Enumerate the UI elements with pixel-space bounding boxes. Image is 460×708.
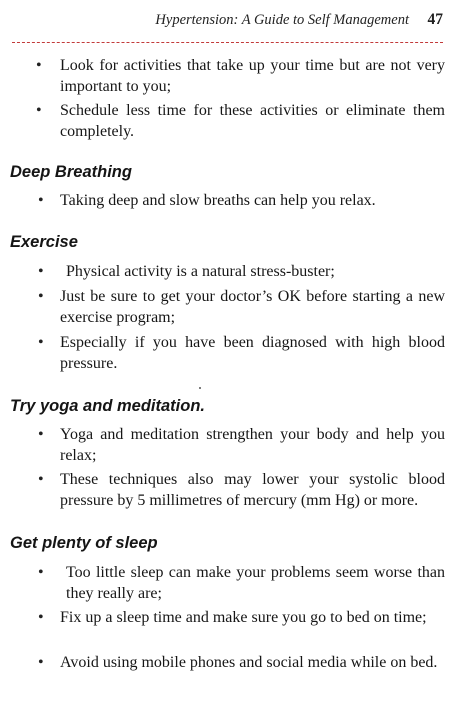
- list-item-text: Especially if you have been diagnosed with high blood pressure.: [60, 334, 445, 372]
- list-item-text: Schedule less time for these activities or eliminate them completely.: [60, 102, 445, 140]
- running-header: [0, 10, 445, 34]
- bullet-marker: •: [38, 471, 44, 488]
- section-heading-sleep: Get plenty of sleep: [10, 534, 158, 552]
- list-item-text: Look for activities that take up your time but are not very important to you;: [60, 57, 445, 95]
- list-item-text: Physical activity is a natural stress-buster;: [66, 263, 335, 280]
- list-item-text: Fix up a sleep time and make sure you go to bed on time;: [60, 609, 427, 626]
- bullet-marker: •: [38, 192, 44, 209]
- bullet-marker: •: [38, 263, 44, 280]
- bullet-marker: •: [38, 288, 44, 305]
- list-item-text: Avoid using mobile phones and social media while on bed.: [60, 654, 438, 671]
- bullet-marker: •: [38, 334, 44, 351]
- list-item-text: Too little sleep can make your problems seem worse than they really are;: [66, 564, 445, 602]
- list-item-text: These techniques also may lower your systolic blood pressure by 5 millimetres of mercury (mm Hg) or more.: [60, 471, 445, 509]
- bullet-marker: •: [38, 564, 44, 581]
- page-number: 47: [427, 11, 443, 28]
- list-item-text: Yoga and meditation strengthen your body and help you relax;: [60, 426, 445, 464]
- bullet-marker: •: [36, 102, 42, 119]
- list-item-text: Taking deep and slow breaths can help you relax.: [60, 192, 376, 209]
- section-heading-exercise: Exercise: [10, 233, 78, 251]
- print-speck: [199, 387, 201, 389]
- header-divider: [12, 42, 443, 43]
- bullet-marker: •: [38, 426, 44, 443]
- bullet-marker: •: [38, 609, 44, 626]
- section-heading-deep-breathing: Deep Breathing: [10, 163, 132, 181]
- bullet-marker: •: [36, 57, 42, 74]
- section-heading-yoga-meditation: Try yoga and meditation.: [10, 397, 205, 415]
- list-item-text: Just be sure to get your doctor’s OK before starting a new exercise program;: [60, 288, 445, 326]
- running-title: Hypertension: A Guide to Self Management: [155, 12, 409, 28]
- bullet-marker: •: [38, 654, 44, 671]
